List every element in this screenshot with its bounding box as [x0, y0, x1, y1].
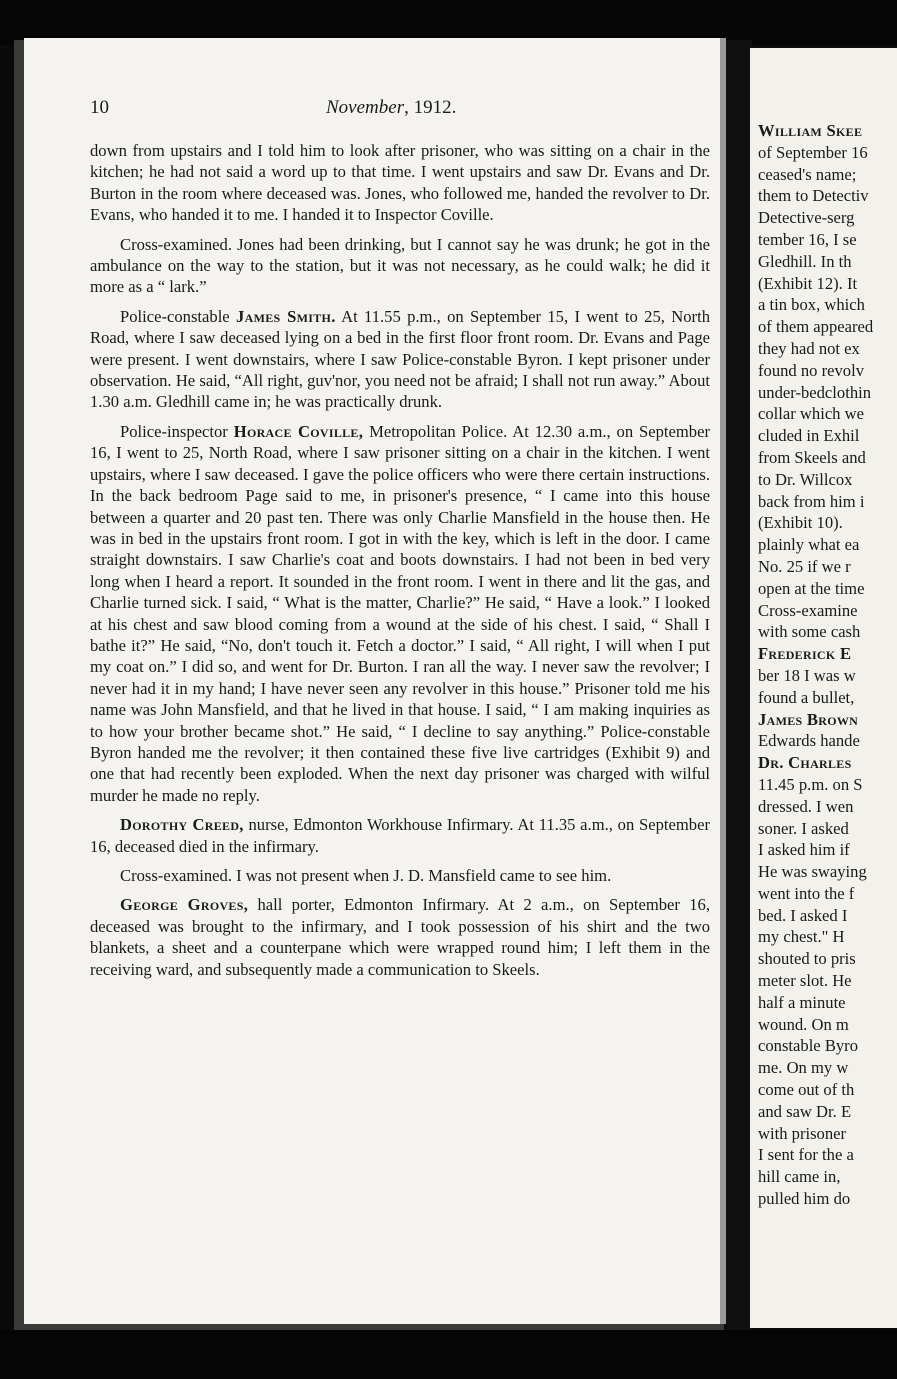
body-text: [90, 140, 710, 988]
right-page-line: plainly what ea: [758, 535, 860, 555]
right-page-line: William Skee: [758, 121, 863, 140]
right-page-line: Dr. Charles: [758, 753, 852, 773]
right-page-line: with prisoner: [758, 1123, 847, 1143]
testimony-paragraph: [90, 421, 710, 806]
right-page-line: No. 25 if we r: [758, 556, 851, 576]
right-page-line: them to Detectiv: [758, 186, 869, 206]
right-page-line: I asked him if: [758, 840, 850, 860]
paragraph-text: down from upstairs and I told him to look after prisoner, who was sitting on a chair in the kitchen; he had not said a word up to that time. I went upstairs and saw Dr. Evans and Dr. Burton in the room where deceased was. Jones, who followed me, handed the revolver to Dr. Evans, who handed it to me. I handed it to Inspector Coville.: [90, 141, 710, 225]
right-page-line: (Exhibit 12). It: [758, 273, 858, 293]
witness-title: Police-inspector: [120, 421, 234, 441]
right-page-line: me. On my w: [758, 1058, 849, 1078]
paragraph-text: At 11.55 p.m., on September 15, I went to 25, North Road, where I saw deceased lying on a bed in the first floor front room. Dr. Evans and Page were present. I went downstairs, where I saw Police-constable Byron. I kept prisoner under observation. He said, “All right, guv'nor, you need not be afraid; I shall not run away.” About 1.30 a.m. Gledhill came in; he was practically drunk.: [90, 306, 710, 412]
right-page-line: under-bedclothin: [758, 382, 872, 402]
right-page-line: Frederick E: [758, 644, 852, 664]
right-page-line: tember 16, I se: [758, 229, 857, 249]
right-page: [750, 48, 897, 1328]
right-page-line: my chest." H: [758, 927, 845, 947]
witness-name: Dorothy Creed,: [120, 815, 244, 835]
witness-name: Horace Coville,: [233, 421, 364, 441]
right-page-line: cluded in Exhil: [758, 426, 860, 446]
paragraph-text: Cross-examined. I was not present when J. D. Mansfield came to see him.: [120, 866, 612, 885]
right-page-line: back from him i: [758, 491, 865, 511]
right-page-text: [758, 120, 897, 1210]
witness-name: James Smith.: [236, 306, 336, 326]
right-page-line: come out of th: [758, 1080, 855, 1100]
right-page-line: constable Byro: [758, 1036, 859, 1056]
paragraph-text: hall porter, Edmonton Infirmary. At 2 a.m., on September 16, deceased was brought to the infirmary, and I took possession of his shirt and the two blankets, a sheet and a counterpane which were wrapped round him; I left them in the receiving ward, and subsequently made a communication to Skeels.: [90, 895, 710, 979]
right-page-line: I sent for the a: [758, 1145, 854, 1165]
right-page-line: shouted to pris: [758, 949, 856, 969]
right-page-line: (Exhibit 10).: [758, 513, 843, 533]
right-page-line: dressed. I wen: [758, 796, 854, 816]
right-page-line: half a minute: [758, 992, 846, 1012]
page-date-year: , 1912.: [404, 97, 457, 118]
right-page-line: 11.45 p.m. on S: [758, 774, 863, 794]
paragraph-text: nurse, Edmonton Workhouse Infirmary. At 11.35 a.m., on September 16, deceased died in the infirmary.: [90, 815, 710, 856]
testimony-paragraph: [90, 306, 710, 413]
page-date: [326, 97, 456, 119]
witness-name: George Groves,: [120, 895, 249, 915]
paragraph-text: Metropolitan Police. At 12.30 a.m., on September 16, I went to 25, North Road, where I saw prisoner sitting on a chair in the kitchen. I went upstairs, where I saw deceased. I gave the police officers who were there certain instructions. In the back bedroom Page said to me, in prisoner's presence, “ I came into this house between a quarter and 20 past ten. There was only Charlie Mansfield in the house then. He was in bed in the upstairs front room. I got in with the key, which is left in the door. I came straight downstairs. I saw Charlie's coat and boots downstairs. I had not been in bed very long when I heard a report. It sounded in the front room. I went in there and lit the gas, and Charlie turned sick. I said, “ What is the matter, Charlie?” He said, “ Have a look.” I looked at his chest and saw blood coming from a wound at the side of his chest. I said, “ Shall I bathe it?” He said, “No, don't touch it. Fetch a doctor.” I said, “ All right, I will when I put my coat on.” I did so, and went for Dr. Burton. I ran all the way. I never saw the revolver; I never had it in my hand; I have never seen any revolver in this house.” Prisoner told me his name was John Mansfield, and that he lived in that house. I said, “ I am making inquiries as to how your brother became shot.” He said, “ I decline to say anything.” Police-constable Byron handed me the revolver; it then contained these five live cartridges (Exhibit 9) and one that had recently been exploded. When the next day prisoner was charged with wilful murder he made no reply.: [90, 421, 710, 805]
testimony-paragraph: [90, 865, 710, 886]
right-page-line: bed. I asked I: [758, 905, 848, 925]
right-page-line: James Brown: [758, 709, 859, 729]
right-page-line: ber 18 I was w: [758, 665, 856, 685]
right-page-line: and saw Dr. E: [758, 1101, 852, 1121]
right-page-line: found no revolv: [758, 360, 864, 380]
right-page-line: Detective-serg: [758, 208, 855, 228]
testimony-paragraph: [90, 814, 710, 857]
right-page-line: Edwards hande: [758, 731, 860, 751]
page-header: [90, 97, 710, 123]
paragraph-text: Cross-examined. Jones had been drinking, but I cannot say he was drunk; he got in the ambulance on the way to the station, but it was not necessary, as he could walk; he did it more as a “ lark.”: [90, 234, 710, 297]
right-page-line: hill came in,: [758, 1167, 841, 1187]
witness-title: Police-constable: [120, 306, 237, 326]
testimony-paragraph: [90, 234, 710, 298]
page-number: 10: [90, 97, 109, 118]
testimony-paragraph: [90, 140, 710, 226]
right-page-line: wound. On m: [758, 1014, 849, 1034]
book-gutter: [726, 40, 752, 1335]
right-page-line: went into the f: [758, 883, 855, 903]
right-page-line: they had not ex: [758, 338, 860, 358]
testimony-paragraph: [90, 894, 710, 980]
right-page-line: open at the time: [758, 578, 865, 598]
right-page-line: a tin box, which: [758, 295, 865, 315]
right-page-line: ceased's name;: [758, 164, 857, 184]
right-page-line: to Dr. Willcox: [758, 469, 853, 489]
right-page-line: meter slot. He: [758, 971, 852, 991]
right-page-line: found a bullet,: [758, 687, 855, 707]
right-page-line: collar which we: [758, 404, 864, 424]
page-date-month: November: [326, 97, 405, 118]
right-page-line: pulled him do: [758, 1189, 851, 1209]
right-page-line: of them appeared: [758, 317, 874, 337]
right-page-line: Gledhill. In th: [758, 251, 852, 271]
right-page-line: Cross-examine: [758, 600, 858, 620]
right-page-line: of September 16: [758, 142, 868, 162]
right-page-line: soner. I asked: [758, 818, 849, 838]
scan-bottom-border: [0, 1330, 897, 1379]
right-page-line: He was swaying: [758, 862, 867, 882]
right-page-line: from Skeels and: [758, 447, 866, 467]
right-page-line: with some cash: [758, 622, 861, 642]
